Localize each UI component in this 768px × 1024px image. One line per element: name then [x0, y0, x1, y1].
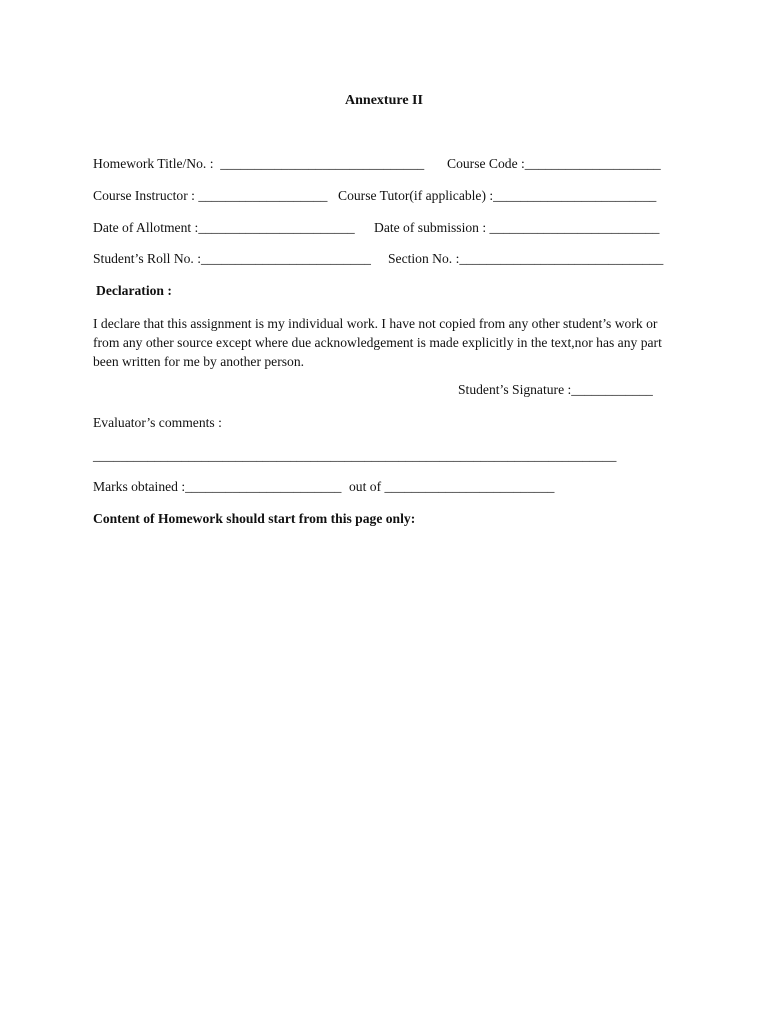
marks-obtained-field: Marks obtained :_______________________: [93, 479, 342, 494]
course-tutor-field: Course Tutor(if applicable) :________________________: [338, 188, 657, 203]
roll-no-field: Student’s Roll No. :_________________________: [93, 251, 371, 266]
evaluator-comments-line: _____________________________________________________________________________: [93, 448, 617, 463]
page-title: Annexture II: [345, 93, 423, 108]
evaluator-comments-label: Evaluator’s comments :: [93, 415, 222, 430]
course-instructor-field: Course Instructor : ___________________: [93, 188, 328, 203]
student-signature-field: Student’s Signature :____________: [458, 382, 653, 397]
date-submission-field: Date of submission : _________________________: [374, 220, 660, 235]
section-no-field: Section No. :______________________________: [388, 251, 664, 266]
out-of-field: out of _________________________: [349, 479, 555, 494]
content-note: Content of Homework should start from this page only:: [93, 511, 416, 526]
date-allotment-field: Date of Allotment :_______________________: [93, 220, 355, 235]
declaration-text: I declare that this assignment is my individual work. I have not copied from any other student’s work or from any other source except where due acknowledgement is made explicitly in the text,nor has any part been written for me by another person.: [93, 316, 662, 369]
homework-title-field: Homework Title/No. : ______________________________: [93, 156, 425, 171]
course-code-field: Course Code :____________________: [447, 156, 661, 171]
declaration-heading: Declaration :: [96, 283, 172, 298]
